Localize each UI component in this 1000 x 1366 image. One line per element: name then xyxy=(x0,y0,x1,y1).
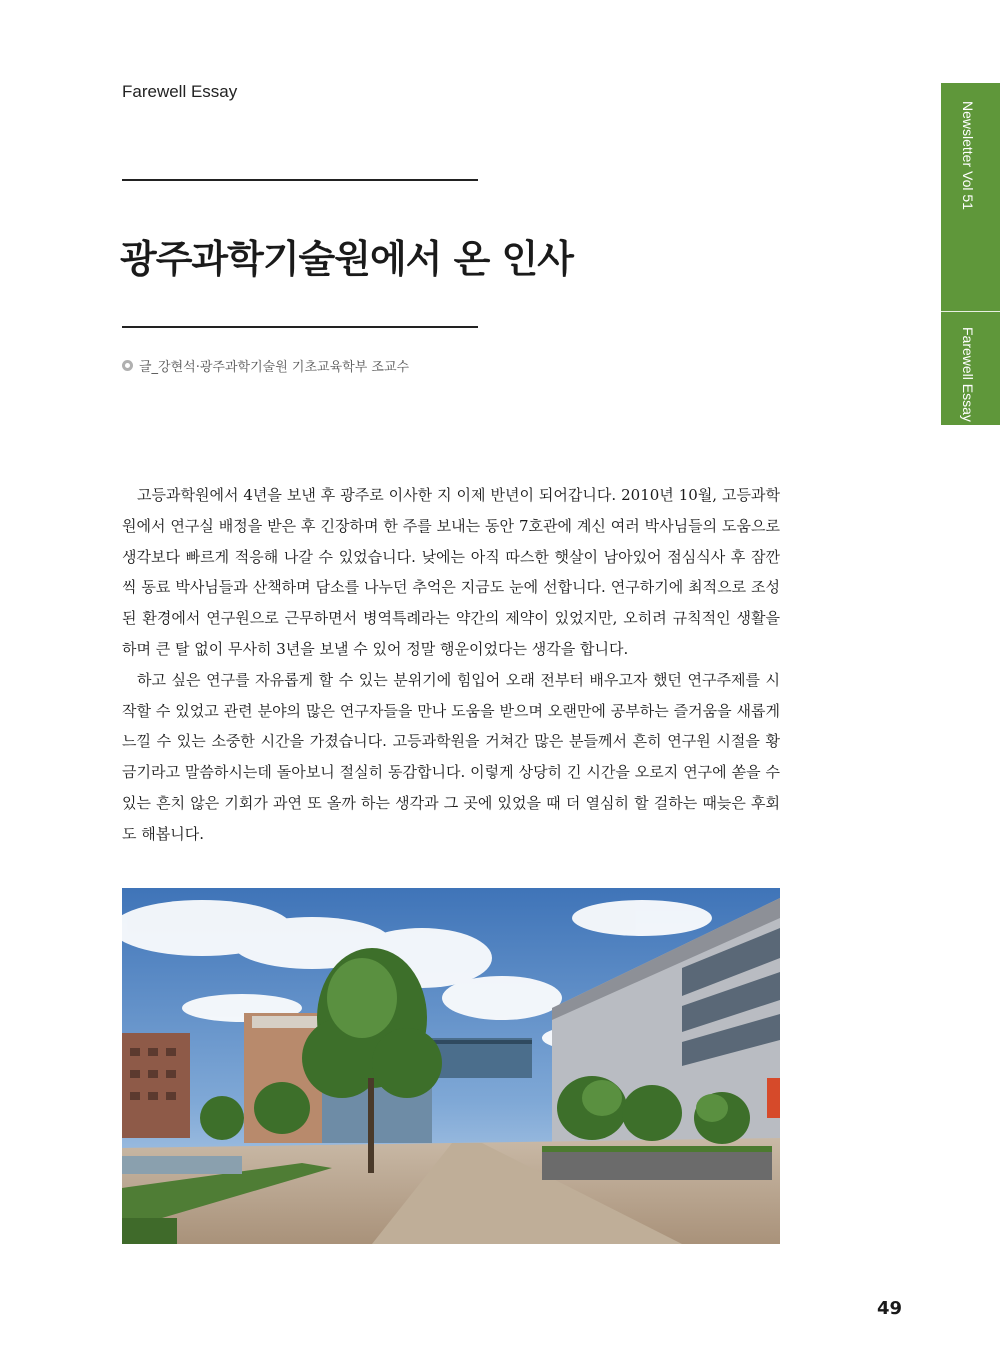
article-title: 광주과학기술원에서 온 인사 xyxy=(120,237,573,281)
side-tab-volume: Newsletter Vol 51 xyxy=(960,101,976,210)
side-tab-section: Farewell Essay xyxy=(960,327,976,422)
byline-text: 글_강현석·광주과학기술원 기초교육학부 조교수 xyxy=(139,360,410,375)
page-number: 49 xyxy=(876,1298,902,1319)
side-tab xyxy=(941,83,1000,425)
section-label: Farewell Essay xyxy=(122,82,238,101)
byline xyxy=(122,356,409,375)
paragraph-1: 고등과학원에서 4년을 보낸 후 광주로 이사한 지 이제 반년이 되어갑니다. 2010년 10월, 고등과학원에서 연구실 배정을 받은 후 긴장하며 한 주를 보내는 동안 7호관에 계신 여러 박사님들의 도움으로 생각보다 빠르게 적응해 나갈 수 있었습니다. 낮에는 아직 따스한 햇살이 남아있어 점심식사 후 잠깐씩 동료 박사님들과 산책하며 담소를 나누던 추억은 지금도 눈에 선합니다. 연구하기에 최적으로 조성된 환경에서 연구원으로 근무하면서 병역특례라는 약간의 제약이 있었지만, 오히려 규칙적인 생활을 하며 큰 탈 없이 무사히 3년을 보낼 수 있어 정말 행운이었다는 생각을 합니다. xyxy=(122,486,780,658)
paragraph-2: 하고 싶은 연구를 자유롭게 할 수 있는 분위기에 힘입어 오래 전부터 배우고자 했던 연구주제를 시작할 수 있었고 관련 분야의 많은 연구자들을 만나 도움을 받으며 오랜만에 공부하는 즐거움을 새롭게 느낄 수 있는 소중한 시간을 가졌습니다. 고등과학원을 거쳐간 많은 분들께서 흔히 연구원 시절을 황금기라고 말씀하시는데 돌아보니 절실히 동감합니다. 이렇게 상당히 긴 시간을 오로지 연구에 쏟을 수 있는 흔치 않은 기회가 과연 또 올까 하는 생각과 그 곳에 있었을 때 더 열심히 할 걸하는 때늦은 후회도 해봅니다. xyxy=(122,670,780,843)
title-rule-top xyxy=(122,179,478,181)
campus-photo-illustration xyxy=(122,888,780,1244)
campus-photo xyxy=(122,888,780,1244)
side-tab-divider xyxy=(941,311,1000,312)
title-rule-bottom xyxy=(122,326,478,328)
bullet-icon xyxy=(122,360,133,371)
article-body xyxy=(122,480,780,850)
